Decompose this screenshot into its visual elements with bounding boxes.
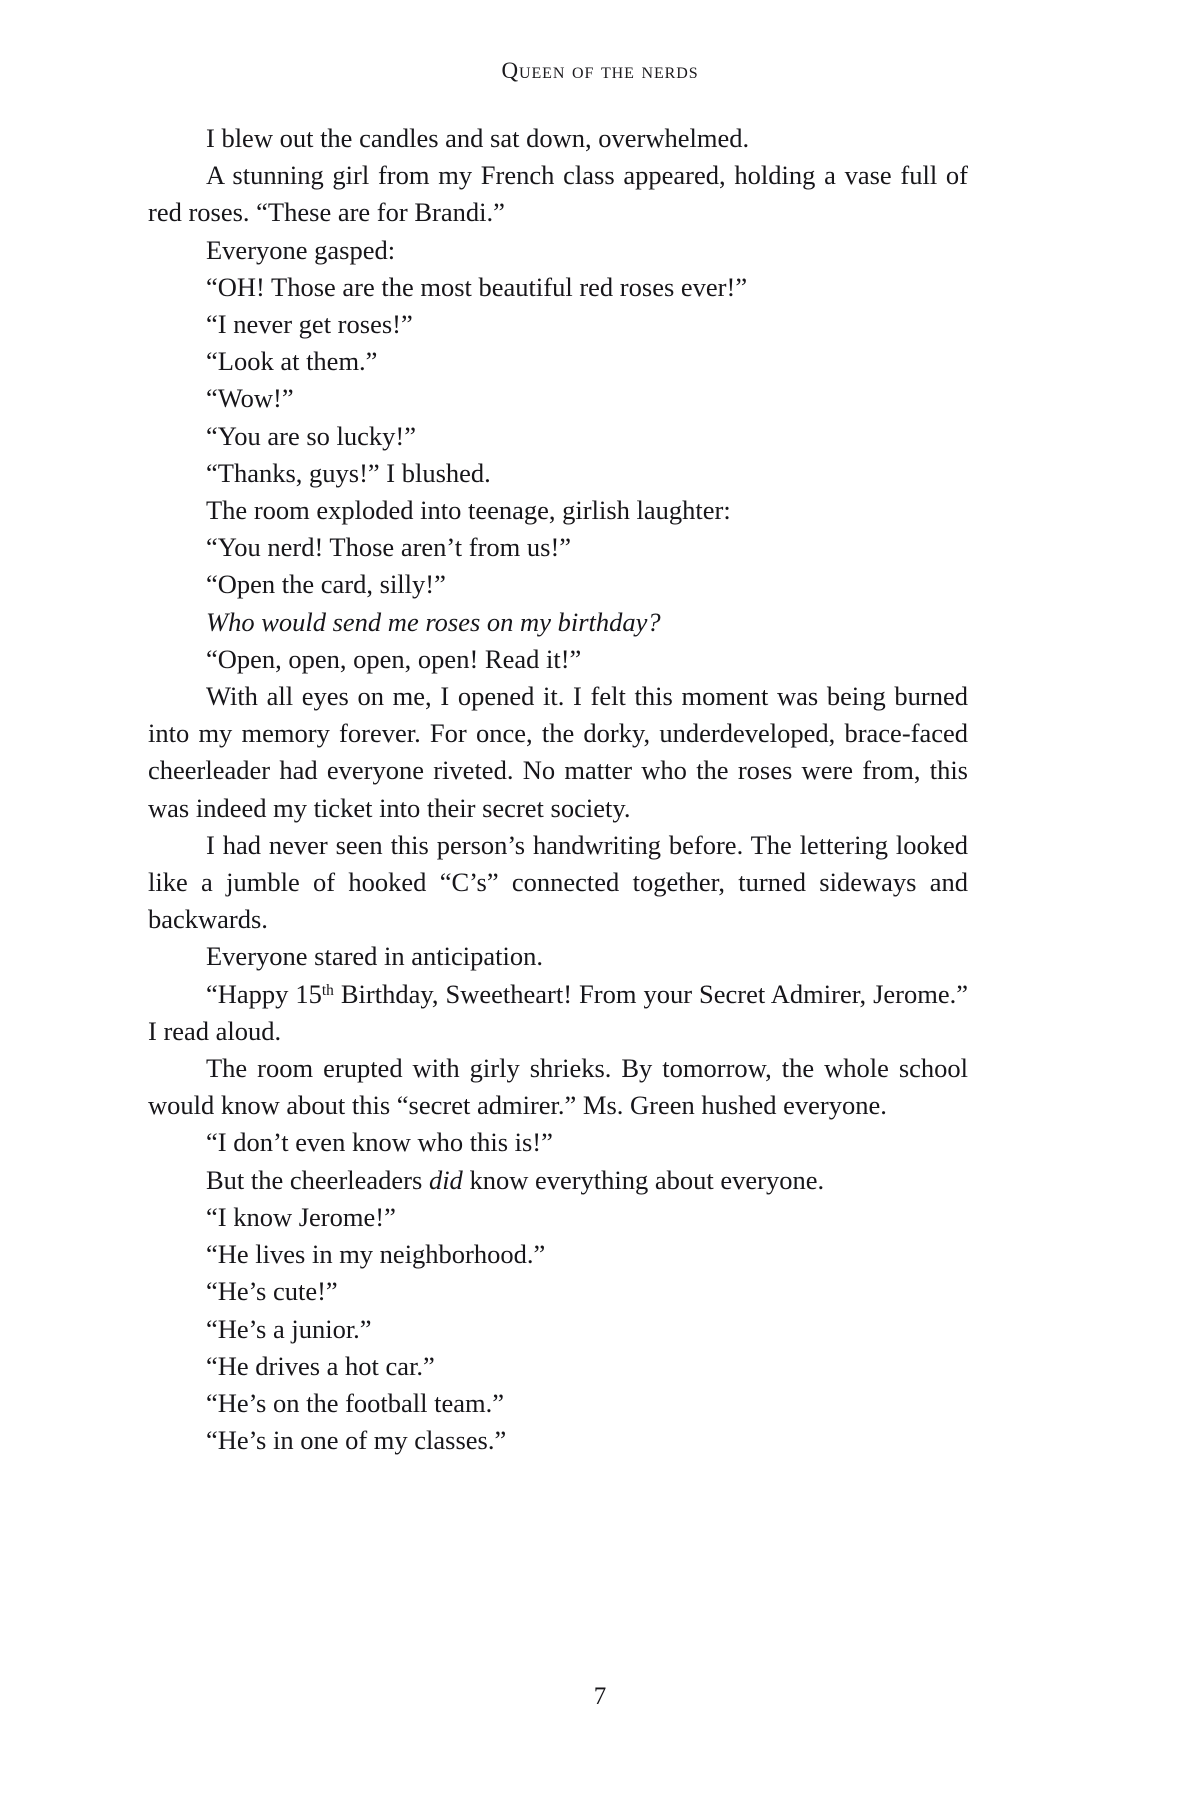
page-text-body: [148, 120, 968, 1459]
paragraph-opening-card: With all eyes on me, I opened it. I felt this moment was being burned into my memory forever. For once, the dorky, underdeveloped, brace-faced cheerleader had everyone riveted. No matter who the roses were from, this was indeed my ticket into their secret society.: [148, 681, 968, 823]
dialogue-line: “He lives in my neighborhood.”: [206, 1239, 546, 1270]
emphasis-did: did: [428, 1164, 463, 1195]
paragraph-line: The room exploded into teenage, girlish laughter:: [206, 495, 731, 526]
inner-thought-line: [148, 604, 968, 641]
paragraph-line: Everyone gasped:: [206, 234, 396, 265]
inner-thought-text: Who would send me roses on my birthday?: [206, 606, 661, 637]
dialogue-line: “He’s in one of my classes.”: [206, 1425, 507, 1456]
paragraph-handwriting: I had never seen this person’s handwriting before. The lettering looked like a jumble of hooked “C’s” connected together, turned sideways and backwards.: [148, 829, 968, 935]
dialogue-line: “He’s a junior.”: [206, 1313, 372, 1344]
dialogue-line: “I never get roses!”: [206, 309, 413, 340]
dialogue-line: “He’s cute!”: [206, 1276, 338, 1307]
page-number: 7: [593, 1683, 607, 1710]
paragraph-cheerleaders-knew: [148, 1162, 968, 1199]
running-head: Queen of the nerds: [501, 58, 699, 83]
dialogue-line: “Open, open, open, open! Read it!”: [206, 643, 582, 674]
dialogue-line: “You nerd! Those aren’t from us!”: [206, 532, 572, 563]
paragraph-line: Everyone stared in anticipation.: [206, 941, 544, 972]
dialogue-line: “I know Jerome!”: [206, 1201, 396, 1232]
paragraph-roses-delivery: A stunning girl from my French class appeared, holding a vase full of red roses. “These are for Brandi.”: [148, 160, 968, 228]
paragraph-card-message: [148, 976, 968, 1050]
dialogue-line: “Look at them.”: [206, 346, 378, 377]
dialogue-line: “Thanks, guys!” I blushed.: [206, 457, 491, 488]
paragraph-shrieks: The room erupted with girly shrieks. By tomorrow, the whole school would know about this “secret admirer.” Ms. Green hushed everyone.: [148, 1053, 968, 1121]
card-message-suffix: Birthday, Sweetheart! From your Secret Admirer, Jerome.” I read aloud.: [148, 978, 968, 1046]
paragraph-line: I blew out the candles and sat down, overwhelmed.: [206, 123, 750, 153]
ordinal-suffix: th: [321, 981, 334, 999]
dialogue-line: “OH! Those are the most beautiful red roses ever!”: [206, 271, 748, 302]
dialogue-line: “Wow!”: [206, 383, 294, 414]
sentence-prefix: But the cheerleaders: [206, 1164, 429, 1195]
dialogue-line: “He drives a hot car.”: [206, 1350, 435, 1381]
dialogue-line: “Open the card, silly!”: [206, 569, 446, 600]
dialogue-line: “I don’t even know who this is!”: [206, 1127, 553, 1158]
dialogue-line: “He’s on the football team.”: [206, 1387, 505, 1418]
card-message-prefix: “Happy 15: [206, 978, 322, 1009]
dialogue-line: “You are so lucky!”: [206, 420, 416, 451]
sentence-suffix: know everything about everyone.: [462, 1164, 825, 1195]
